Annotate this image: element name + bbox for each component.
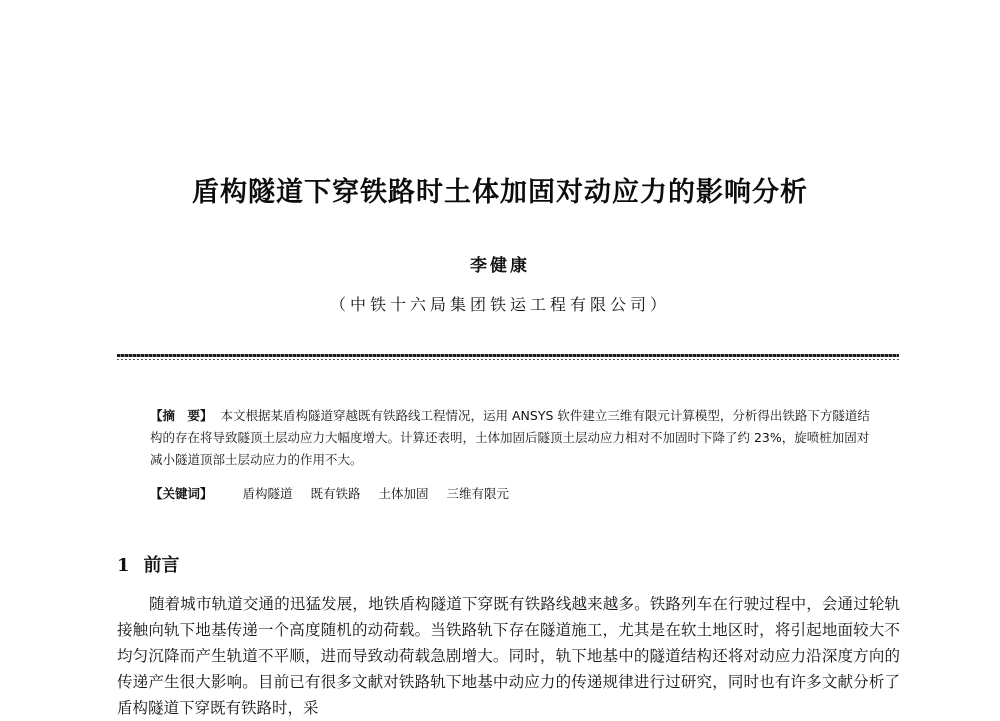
keywords-label: 【关键词】 bbox=[150, 486, 213, 501]
author-name: 李健康 bbox=[470, 256, 530, 276]
header-divider-thin bbox=[117, 359, 899, 360]
keywords-block bbox=[150, 484, 875, 504]
body-paragraph: 随着城市轨道交通的迅猛发展，地铁盾构隧道下穿既有铁路线越来越多。铁路列车在行驶过程中，会通过轮轨接触向轨下地基传递一个高度随机的动荷载。当铁路轨下存在隧道施工，尤其是在软土地区时，将引起地面较大不均匀沉降而产生轨道不平顺，进而导致动荷载急剧增大。同时，轨下地基中的隧道结构还将对动应力沿深度方向的传递产生很大影响。目前已有很多文献对铁路轨下地基中动应力的传递规律进行过研究，同时也有许多文献分析了盾构隧道下穿既有铁路时，采 bbox=[117, 595, 900, 717]
keyword-item: 土体加固 bbox=[378, 486, 429, 501]
keyword-item: 既有铁路 bbox=[310, 486, 361, 501]
keyword-item: 盾构隧道 bbox=[242, 486, 293, 501]
section-heading bbox=[117, 551, 180, 577]
abstract-text: 本文根据某盾构隧道穿越既有铁路线工程情况，运用 ANSYS 软件建立三维有限元计算模型，分析得出铁路下方隧道结构的存在将导致隧顶土层动应力大幅度增大。计算还表明，土体加固后隧顶土层动应力相对不加固时下降了约 23%，旋喷桩加固对减小隧道顶部土层动应力的作用不大。 bbox=[150, 408, 870, 467]
abstract-block bbox=[150, 405, 875, 471]
author-affiliation: （中铁十六局集团铁运工程有限公司） bbox=[329, 295, 670, 314]
keyword-item: 三维有限元 bbox=[446, 486, 510, 501]
paper-title: 盾构隧道下穿铁路时土体加固对动应力的影响分析 bbox=[192, 177, 808, 208]
section-number: 1 bbox=[117, 555, 130, 576]
abstract-label: 【摘 要】 bbox=[150, 408, 213, 423]
section-title: 前言 bbox=[143, 555, 180, 576]
header-divider bbox=[117, 354, 899, 357]
